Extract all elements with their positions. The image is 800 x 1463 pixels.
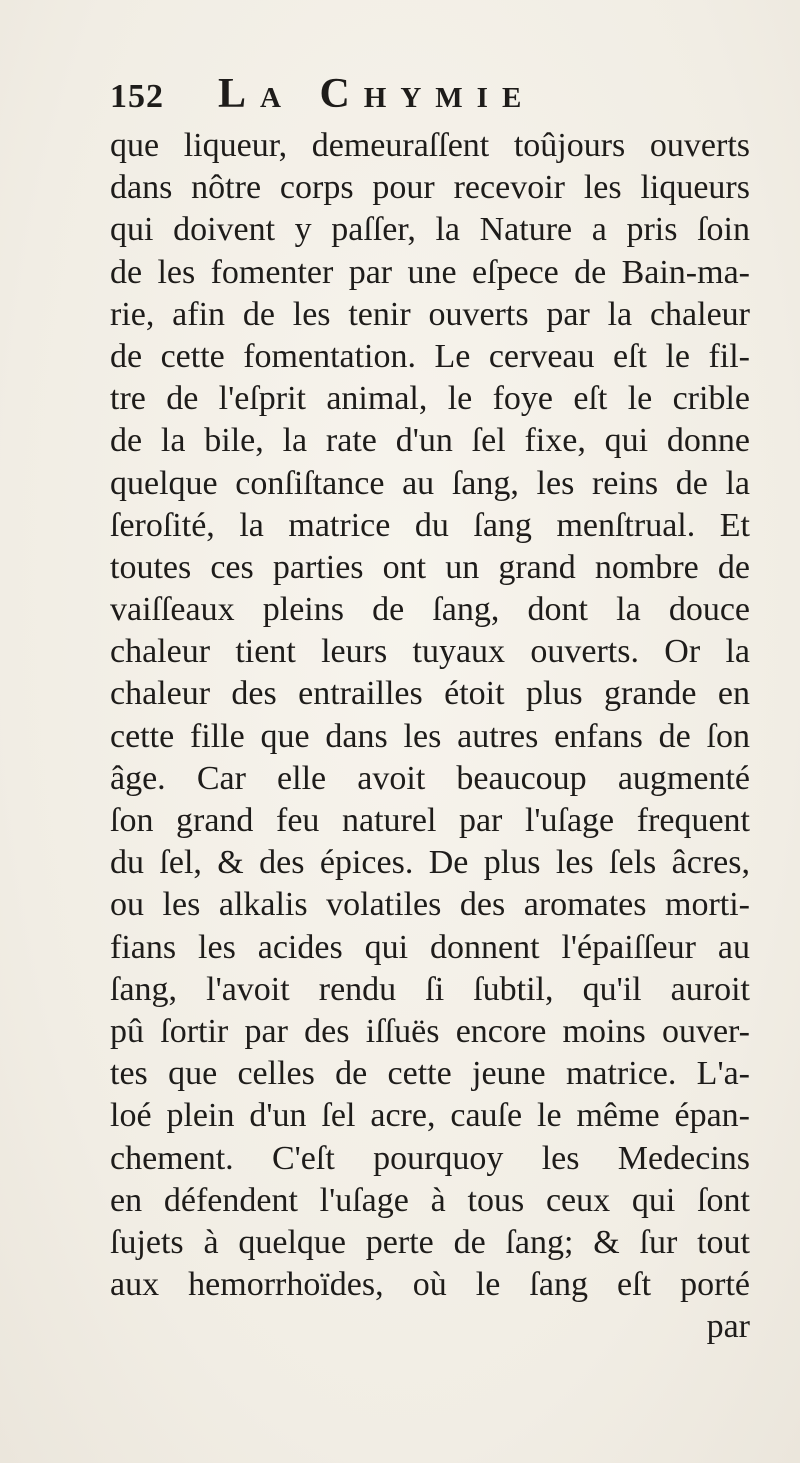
text-line: cette fille que dans les autres enfans de ſon: [110, 717, 750, 755]
text-line: de la bile, la rate d'un ſel fixe, qui donne: [110, 422, 750, 460]
text-line: que liqueur, demeuraſſent toûjours ouverts: [110, 127, 750, 164]
text-line: qui doivent y paſſer, la Nature a pris ſoin: [110, 211, 750, 249]
text-line: vaiſſeaux pleins de ſang, dont la douce: [110, 591, 750, 629]
text-line: ſang, l'avoit rendu ſi ſubtil, qu'il auroit: [110, 970, 750, 1008]
text-line: du ſel, & des épices. De plus les ſels âcres,: [110, 844, 750, 882]
text-line: âge. Car elle avoit beaucoup augmenté: [110, 759, 750, 797]
text-line: toutes ces parties ont un grand nombre de: [110, 548, 750, 586]
text-line: tre de l'eſprit animal, le foye eſt le crible: [110, 380, 750, 418]
text-line: ſon grand feu naturel par l'uſage frequent: [110, 802, 750, 839]
page-number: 152: [110, 78, 164, 115]
text-line: en défendent l'uſage à tous ceux qui ſont: [110, 1181, 750, 1219]
text-line: chement. C'eſt pourquoy les Medecins: [110, 1139, 750, 1177]
text-line: tes que celles de cette jeune matrice. L'a-: [110, 1055, 750, 1093]
text-line: chaleur tient leurs tuyaux ouverts. Or la: [110, 633, 750, 671]
text-line: aux hemorrhoïdes, où le ſang eſt porté: [110, 1266, 750, 1304]
text-line: de les fomenter par une eſpece de Bain-ma-: [110, 253, 750, 291]
catchword: par: [706, 1308, 750, 1346]
running-title: La Chymie: [218, 71, 536, 117]
text-line: de cette fomentation. Le cerveau eſt le fil-: [110, 337, 750, 375]
text-line: rie, afin de les tenir ouverts par la chaleur: [110, 295, 750, 333]
text-line: ou les alkalis volatiles des aromates morti-: [110, 886, 750, 924]
text-line: ſujets à quelque perte de ſang; & ſur tout: [110, 1223, 750, 1261]
body-text: [110, 125, 750, 1348]
text-line: chaleur des entrailles étoit plus grande en: [110, 675, 750, 713]
text-line: quelque conſiſtance au ſang, les reins de la: [110, 464, 750, 502]
text-line: loé plein d'un ſel acre, cauſe le même épan-: [110, 1097, 750, 1135]
text-line: dans nôtre corps pour recevoir les liqueurs: [110, 169, 750, 207]
text-line: fians les acides qui donnent l'épaiſſeur au: [110, 928, 750, 966]
text-line: pû ſortir par des iſſuës encore moins ouver-: [110, 1012, 750, 1050]
text-line: ſeroſité, la matrice du ſang menſtrual. Et: [110, 506, 750, 544]
page-header: [110, 70, 710, 130]
